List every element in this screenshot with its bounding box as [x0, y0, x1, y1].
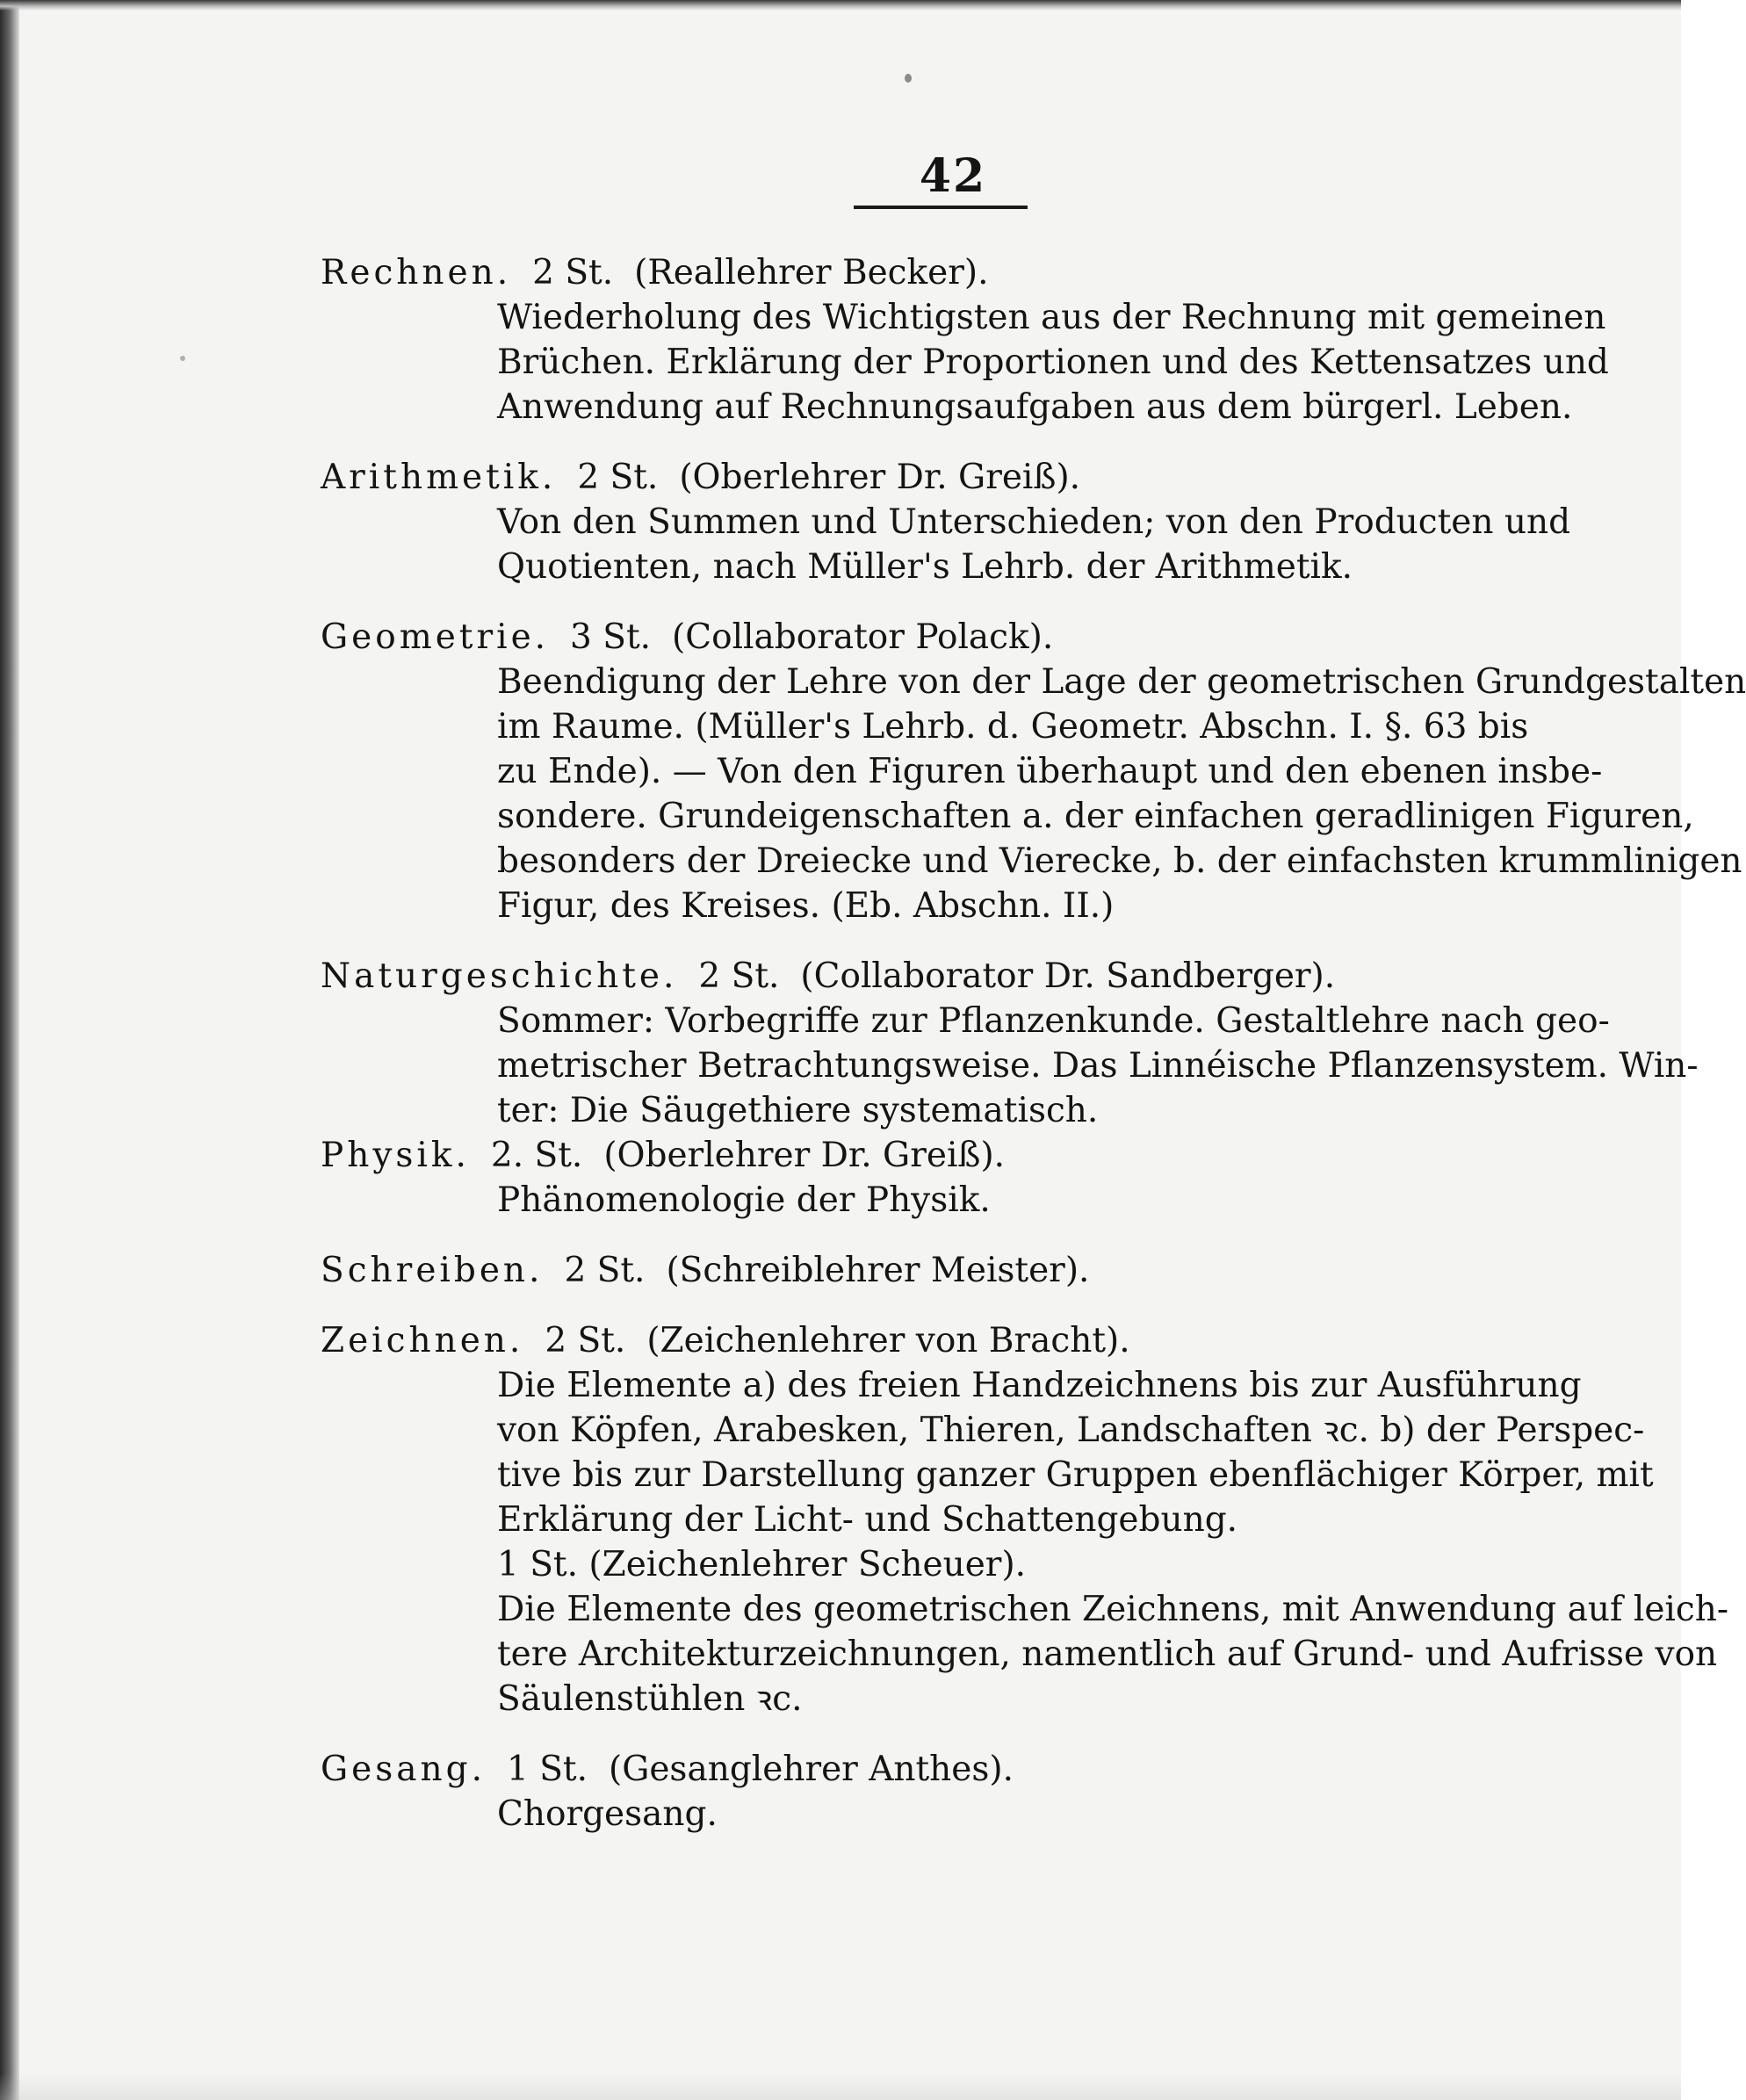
course-description	[321, 500, 1571, 589]
ink-speck	[180, 356, 185, 361]
course-entry-zeichnen	[321, 1318, 1729, 1721]
course-hours: 3 St.	[570, 617, 652, 657]
description-line: Die Elemente des geometrischen Zeichnens, mit Anwendung auf leich-	[497, 1590, 1729, 1629]
description-line: besonders der Dreiecke und Vierecke, b. der einfachsten krummlinigen	[497, 841, 1742, 881]
course-heading	[321, 455, 1559, 500]
course-description	[321, 1178, 1559, 1223]
description-line: Chorgesang.	[497, 1794, 718, 1834]
course-subject: Physik.	[321, 1136, 470, 1175]
description-line: im Raume. (Müller's Lehrb. d. Geometr. Abschn. I. §. 63 bis	[497, 707, 1529, 747]
course-teacher: (Oberlehrer Dr. Greiß).	[679, 458, 1081, 497]
description-line: Phänomenologie der Physik.	[497, 1180, 991, 1220]
description-line: Erklärung der Licht- und Schattengebung.	[497, 1500, 1238, 1540]
course-subject: Rechnen.	[321, 253, 512, 292]
course-subject: Naturgeschichte.	[321, 956, 678, 996]
course-description	[321, 1363, 1729, 1721]
course-subject: Arithmetik.	[321, 458, 557, 497]
course-hours: 2 St.	[564, 1251, 646, 1290]
description-line: Von den Summen und Unterschieden; von den Producten und	[497, 502, 1571, 542]
course-entry-arithmetik	[321, 455, 1571, 589]
page-edge-shadow-bottom	[0, 2074, 1681, 2100]
description-line: ter: Die Säugethiere systematisch.	[497, 1091, 1099, 1130]
course-hours: 1 St.	[506, 1750, 588, 1789]
course-heading	[321, 615, 1559, 660]
course-subject: Schreiben.	[321, 1251, 544, 1290]
description-line: Die Elemente a) des freien Handzeichnens bis zur Ausführung	[497, 1366, 1582, 1405]
course-entry-physik	[321, 1133, 1559, 1223]
description-line: von Köpfen, Arabesken, Thieren, Landschaften ꝛc. b) der Perspec-	[497, 1411, 1645, 1450]
description-line: Quotienten, nach Müller's Lehrb. der Arithmetik.	[497, 547, 1353, 587]
course-heading	[321, 250, 1559, 295]
course-teacher: (Oberlehrer Dr. Greiß).	[603, 1136, 1006, 1175]
course-teacher: (Collaborator Dr. Sandberger).	[800, 956, 1336, 996]
course-hours: 2 St.	[577, 458, 659, 497]
page-edge-shadow-left	[0, 0, 19, 2100]
course-entry-gesang	[321, 1747, 1559, 1837]
description-line: tive bis zur Darstellung ganzer Gruppen ebenflächiger Körper, mit	[497, 1455, 1654, 1495]
course-entry-rechnen	[321, 250, 1609, 429]
course-subject: Zeichnen.	[321, 1321, 524, 1360]
description-line: Wiederholung des Wichtigsten aus der Rechnung mit gemeinen	[497, 298, 1606, 337]
description-line: Brüchen. Erklärung der Proportionen und des Kettensatzes und	[497, 343, 1609, 382]
description-line: zu Ende). — Von den Figuren überhaupt und den ebenen insbe-	[497, 752, 1603, 791]
description-line: sondere. Grundeigenschaften a. der einfachen geradlinigen Figuren,	[497, 797, 1694, 836]
course-description	[321, 295, 1609, 429]
course-hours: 2. St.	[490, 1136, 583, 1175]
course-teacher: (Reallehrer Becker).	[634, 253, 989, 292]
description-line: Anwendung auf Rechnungsaufgaben aus dem bürgerl. Leben.	[497, 387, 1573, 427]
course-heading	[321, 1133, 1559, 1178]
description-line: Sommer: Vorbegriffe zur Pflanzenkunde. Gestaltlehre nach geo-	[497, 1001, 1610, 1041]
description-line: Beendigung der Lehre von der Lage der geometrischen Grundgestalten	[497, 662, 1746, 702]
course-description	[321, 999, 1699, 1133]
course-subject: Gesang.	[321, 1750, 486, 1789]
course-heading	[321, 1318, 1559, 1363]
course-teacher: (Collaborator Polack).	[672, 617, 1054, 657]
course-teacher: (Gesanglehrer Anthes).	[608, 1750, 1014, 1789]
course-heading	[321, 1747, 1559, 1792]
course-subject: Geometrie.	[321, 617, 550, 657]
course-entry-geometrie	[321, 615, 1746, 928]
course-list	[321, 250, 1746, 1837]
course-hours: 2 St.	[698, 956, 780, 996]
page-number: 42	[919, 149, 987, 203]
description-line: tere Architekturzeichnungen, namentlich auf Grund- und Aufrisse von	[497, 1635, 1718, 1674]
course-hours: 2 St.	[532, 253, 614, 292]
course-entry-schreiben	[321, 1248, 1559, 1293]
description-line: Säulenstühlen ꝛc.	[497, 1679, 803, 1719]
course-hours: 2 St.	[545, 1321, 626, 1360]
course-teacher: (Schreiblehrer Meister).	[666, 1251, 1090, 1290]
description-line: Figur, des Kreises. (Eb. Abschn. II.)	[497, 886, 1115, 926]
course-entry-naturgeschichte	[321, 954, 1699, 1133]
description-line: metrischer Betrachtungsweise. Das Linnéische Pflanzensystem. Win-	[497, 1046, 1699, 1086]
page-edge-shadow-top	[0, 0, 1681, 11]
course-heading	[321, 1248, 1559, 1293]
description-line: 1 St. (Zeichenlehrer Scheuer).	[497, 1545, 1027, 1584]
ink-speck	[905, 74, 912, 83]
course-description	[321, 660, 1746, 928]
page-number-rule	[854, 206, 1028, 209]
course-heading	[321, 954, 1559, 999]
course-description	[321, 1792, 1559, 1837]
course-teacher: (Zeichenlehrer von Bracht).	[646, 1321, 1130, 1360]
